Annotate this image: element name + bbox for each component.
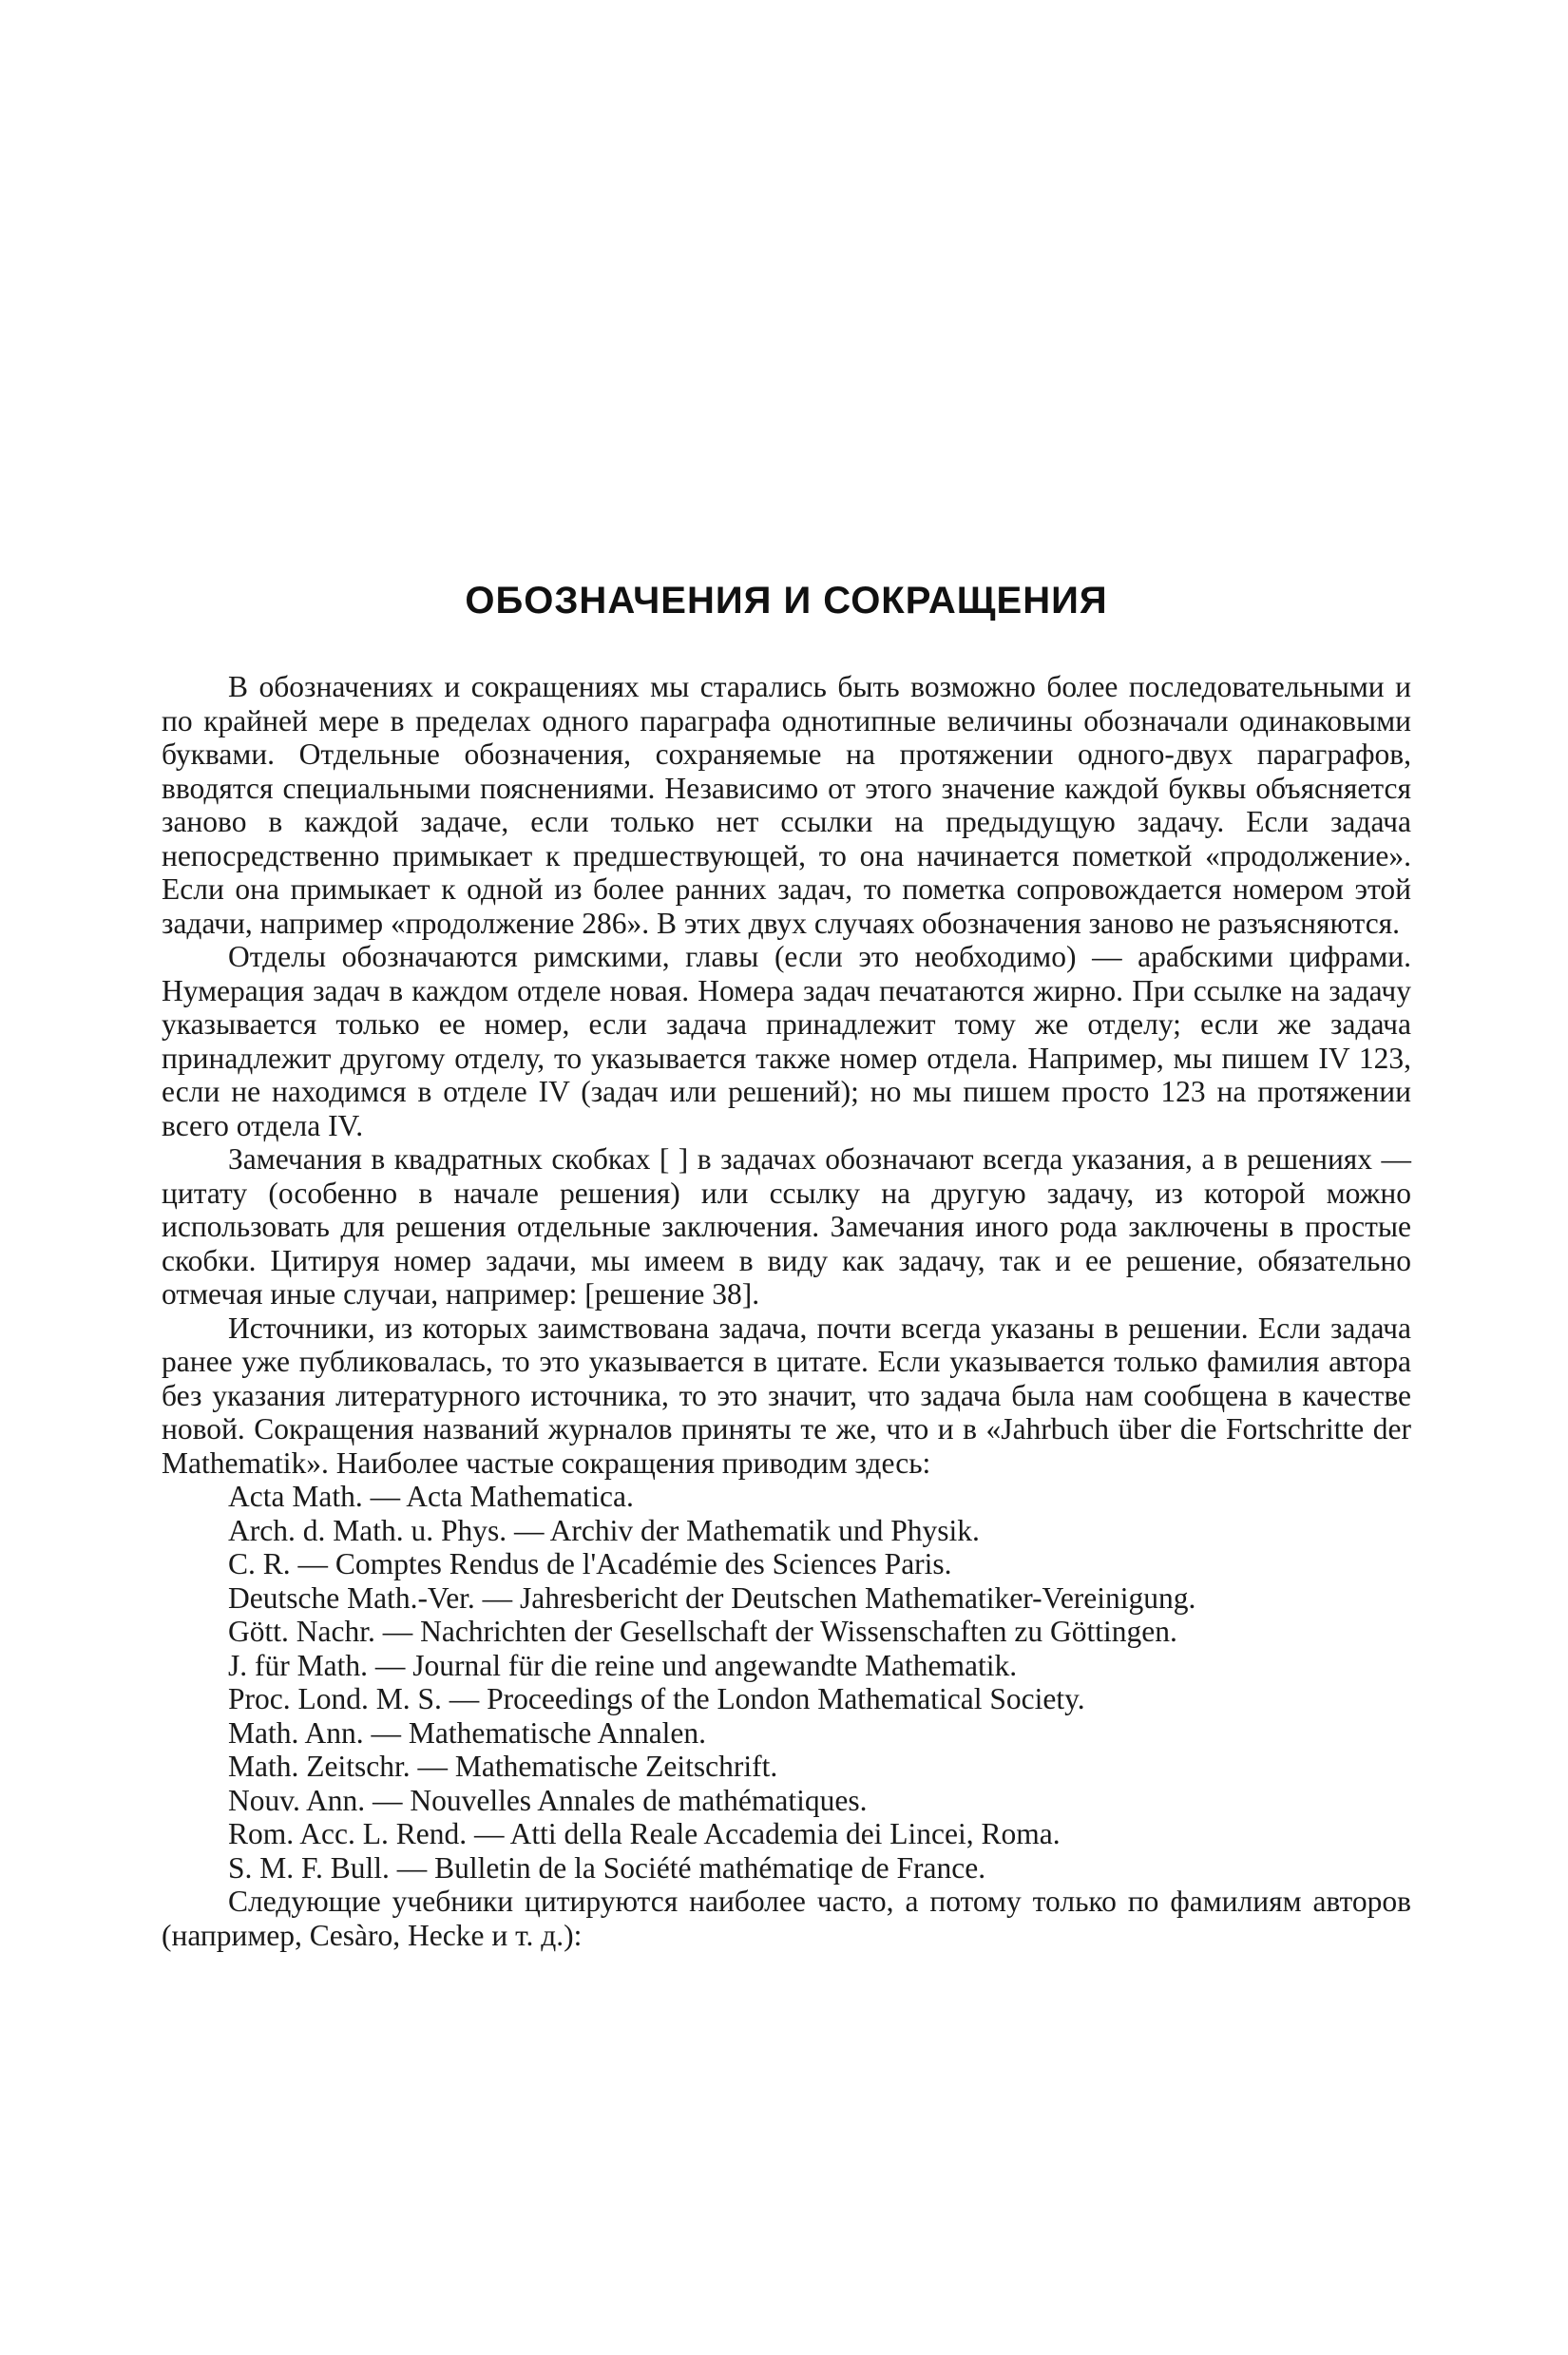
abbreviation-list [162,1480,1411,1885]
page-title: ОБОЗНАЧЕНИЯ И СОКРАЩЕНИЯ [465,580,1108,622]
abbreviation-item: Deutsche Math.-Ver. — Jahresbericht der Deutschen Mathematiker-Vereinigung. [228,1580,1196,1615]
abbreviation-item: J. für Math. — Journal für die reine und angewandte Mathematik. [228,1648,1018,1682]
abbreviation-item: Rom. Acc. L. Rend. — Atti della Reale Accademia dei Lincei, Roma. [228,1817,1061,1850]
paragraph-textbooks: Следующие учебники цитируются наиболее часто, а потому только по фамилиям авторов (например, Cesàro, Hecke и т. д.): [162,1885,1411,1952]
paragraph-sources: Источники, из которых заимствована задача, почти всегда указаны в решении. Если задача ранее уже публиковалась, то это указывается в цитате. Если указывается только фамилия автора без указания литературного источника, то это значит, что задача была нам сообщена в качестве новой. Сокращения названий журналов приняты те же, что и в «Jahrbuch über die Fortschritte der Mathematik». Наиболее частые сокращения приводим здесь: [162,1311,1411,1480]
abbreviation-item: Math. Zeitschr. — Mathematische Zeitschrift. [228,1750,778,1783]
paragraph-brackets: Замечания в квадратных скобках [ ] в задачах обозначают всегда указания, а в решениях — цитату (особенно в начале решения) или ссылку на другую задачу, из которой можно использовать для решения отдельные заключения. Замечания иного рода заключены в простые скобки. Цитируя номер задачи, мы имеем в виду как задачу, так и ее решение, обязательно отмечая иные случаи, например: [решение 38]. [162,1142,1411,1311]
paragraph-notation-intro: В обозначениях и сокращениях мы старались быть возможно более последовательными и по крайней мере в пределах одного параграфа однотипные величины обозначали одинаковыми буквами. Отдельные обозначения, сохраняемые на протяжении одного-двух параграфов, вводятся специальными пояснениями. Независимо от этого значение каждой буквы объясняется заново в каждой задаче, если только нет ссылки на предыдущую задачу. Если задача непосредственно примыкает к предшествующей, то она начинается пометкой «продолжение». Если она примыкает к одной из более ранних задач, то пометка сопровождается номером этой задачи, например «продолжение 286». В этих двух случаях обозначения заново не разъясняются. [162,670,1411,940]
abbreviation-item: Gött. Nachr. — Nachrichten der Gesellschaft der Wissenschaften zu Göttingen. [228,1615,1177,1648]
abbreviation-item: Arch. d. Math. u. Phys. — Archiv der Mathematik und Physik. [228,1513,980,1547]
abbreviation-item: Nouv. Ann. — Nouvelles Annales de mathématiques. [228,1783,868,1817]
document-page [162,580,1411,1952]
abbreviation-item: S. M. F. Bull. — Bulletin de la Société mathématiqe de France. [228,1850,986,1885]
paragraph-numbering: Отделы обозначаются римскими, главы (если это необходимо) — арабскими цифрами. Нумерация задач в каждом отделе новая. Номера задач печатаются жирно. При ссылке на задачу указывается только ее номер, если задача принадлежит тому же отделу; если же задача принадлежит другому отделу, то указывается также номер отдела. Например, мы пишем IV 123, если не находимся в отделе IV (задач или решений); но мы пишем просто 123 на протяжении всего отдела IV. [162,940,1411,1142]
abbreviation-item: Proc. Lond. M. S. — Proceedings of the London Mathematical Society. [228,1682,1085,1715]
abbreviation-item: C. R. — Comptes Rendus de l'Académie des Sciences Paris. [228,1547,952,1580]
abbreviation-item: Acta Math. — Acta Mathematica. [228,1480,634,1513]
abbreviation-item: Math. Ann. — Mathematische Annalen. [228,1715,707,1750]
